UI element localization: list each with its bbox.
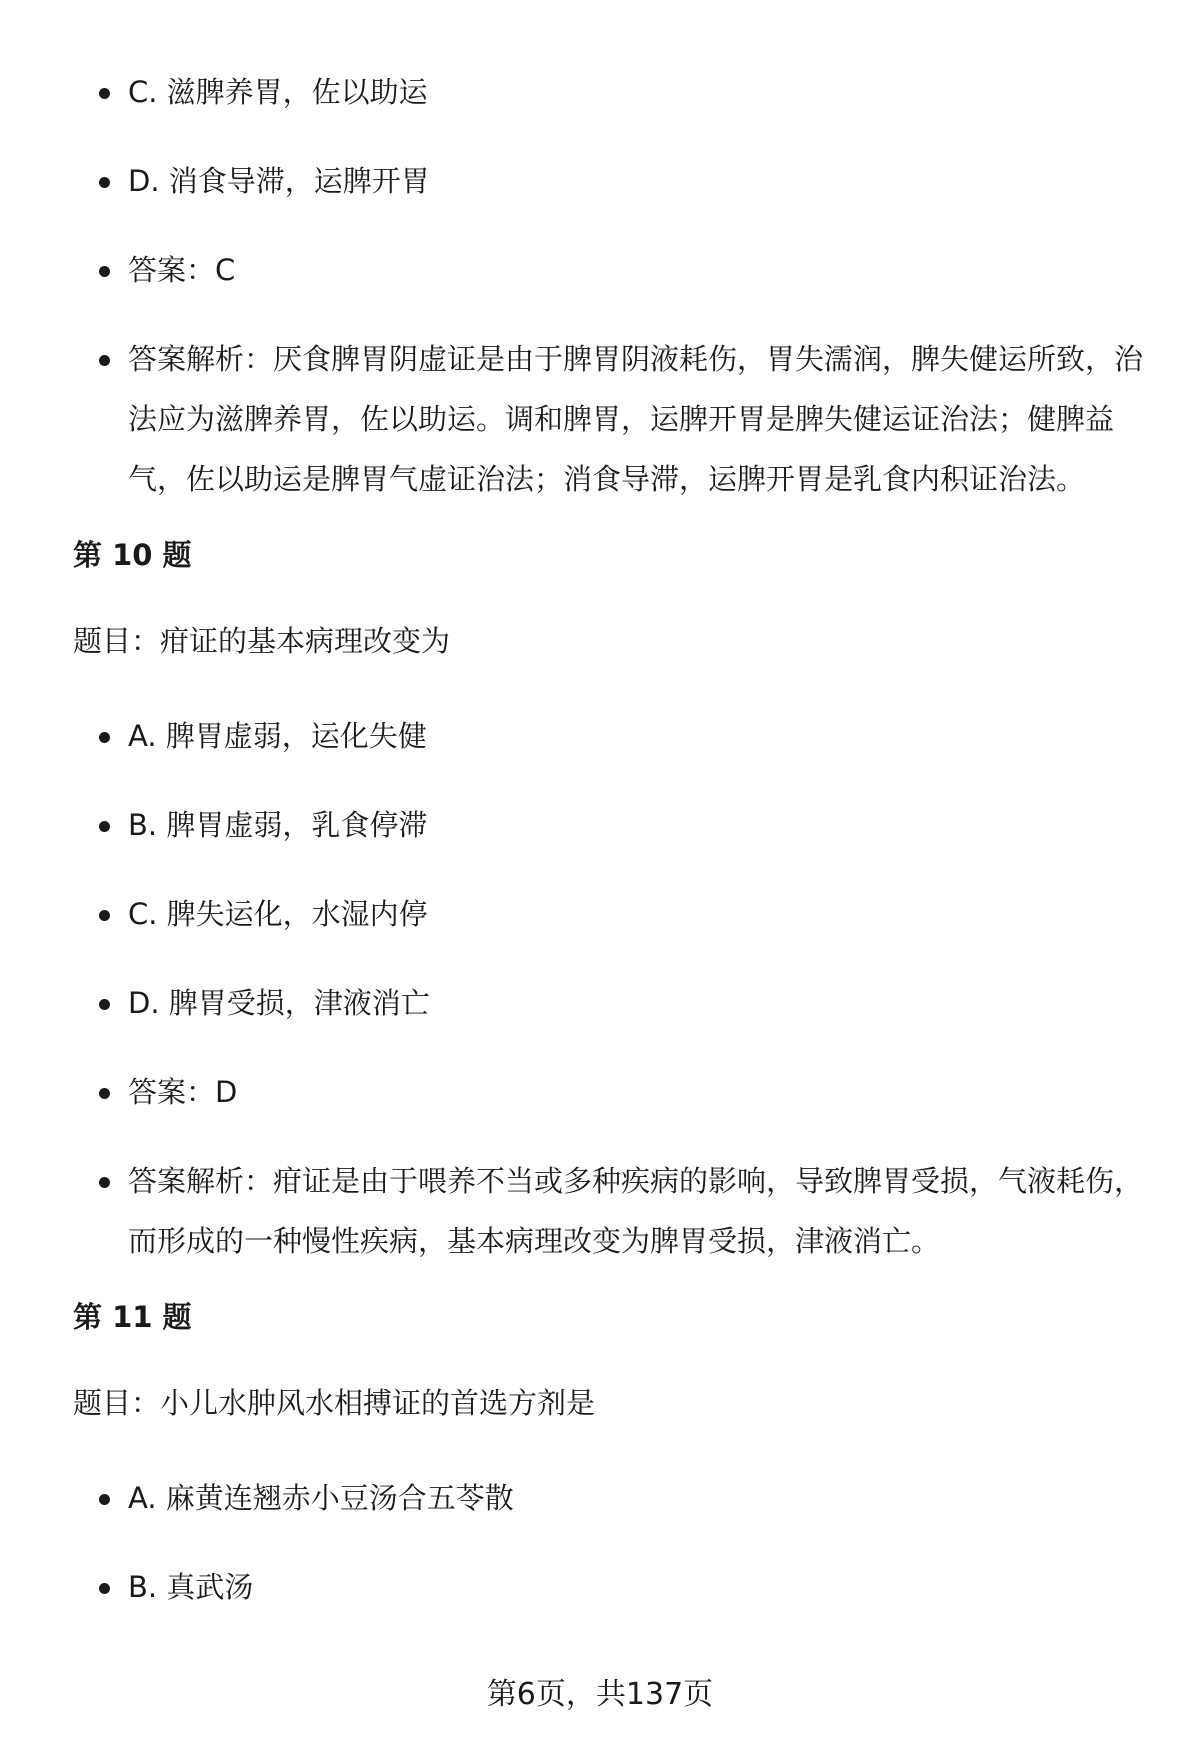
option-d: D. 消食导滞，运脾开胃	[128, 164, 430, 198]
question-stem: 题目：小儿水肿风水相搏证的首选方剂是	[73, 1386, 596, 1420]
answer-analysis: 答案解析：疳证是由于喂养不当或多种疾病的影响，导致脾胃受损，气液耗伤，而形成的一种慢性疾病，基本病理改变为脾胃受损，津液消亡。	[128, 1164, 1144, 1258]
bullet-icon	[99, 88, 110, 99]
list-item	[73, 62, 1153, 122]
bullet-icon	[99, 355, 110, 366]
list-item	[73, 1468, 1153, 1528]
q11-list	[73, 1468, 1153, 1617]
list-item	[73, 329, 1153, 509]
bullet-icon	[99, 732, 110, 743]
bullet-icon	[99, 1583, 110, 1594]
option-a: A. 麻黄连翘赤小豆汤合五苓散	[128, 1481, 514, 1515]
list-item	[73, 1062, 1153, 1122]
option-a: A. 脾胃虚弱，运化失健	[128, 719, 427, 753]
list-item	[73, 884, 1153, 944]
option-c: C. 脾失运化，水湿内停	[128, 897, 428, 931]
answer: 答案：D	[128, 1075, 238, 1109]
list-item	[73, 240, 1153, 300]
option-b: B. 真武汤	[128, 1570, 254, 1604]
option-c: C. 滋脾养胃，佐以助运	[128, 75, 428, 109]
bullet-icon	[99, 821, 110, 832]
list-item	[73, 706, 1153, 766]
bullet-icon	[99, 1494, 110, 1505]
list-item	[73, 973, 1153, 1033]
page-footer: 第6页，共137页	[486, 1677, 714, 1712]
answer-analysis: 答案解析：厌食脾胃阴虚证是由于脾胃阴液耗伤，胃失濡润，脾失健运所致，治法应为滋脾养胃，佐以助运。调和脾胃，运脾开胃是脾失健运证治法；健脾益气，佐以助运是脾胃气虚证治法；消食导滞，运脾开胃是乳食内积证治法。	[128, 342, 1144, 496]
list-item	[73, 1557, 1153, 1617]
question-stem: 题目：疳证的基本病理改变为	[73, 624, 451, 658]
option-b: B. 脾胃虚弱，乳食停滞	[128, 808, 428, 842]
bullet-icon	[99, 266, 110, 277]
document-body	[73, 62, 1153, 1646]
list-item	[73, 1151, 1153, 1271]
bullet-icon	[99, 999, 110, 1010]
prev-question-list	[73, 62, 1153, 509]
bullet-icon	[99, 1177, 110, 1188]
option-d: D. 脾胃受损，津液消亡	[128, 986, 430, 1020]
list-item	[73, 151, 1153, 211]
q10-list	[73, 706, 1153, 1271]
bullet-icon	[99, 1088, 110, 1099]
question-heading: 第 10 题	[73, 538, 192, 572]
answer: 答案：C	[128, 253, 236, 287]
bullet-icon	[99, 177, 110, 188]
question-heading: 第 11 题	[73, 1300, 192, 1334]
list-item	[73, 795, 1153, 855]
bullet-icon	[99, 910, 110, 921]
